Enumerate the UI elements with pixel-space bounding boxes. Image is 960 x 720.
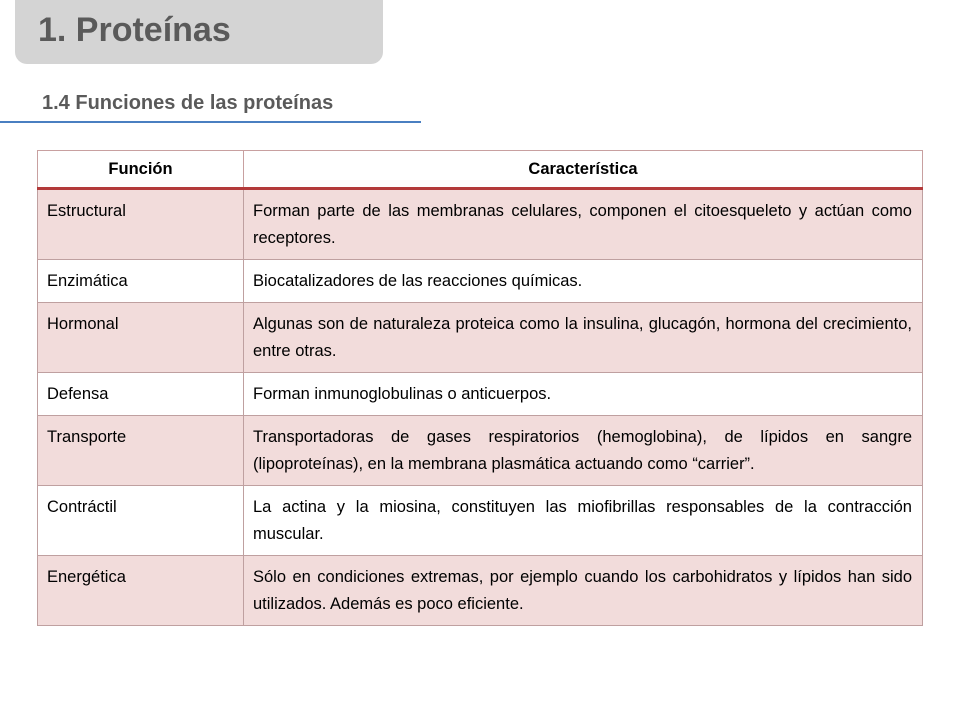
function-cell: Hormonal xyxy=(38,303,244,373)
characteristic-cell: Forman parte de las membranas celulares, componen el citoesqueleto y actúan como receptores. xyxy=(244,189,923,260)
function-cell: Enzimática xyxy=(38,260,244,303)
section-subtitle: 1.4 Funciones de las proteínas xyxy=(42,92,334,114)
table-row xyxy=(38,416,923,486)
characteristic-cell: La actina y la miosina, constituyen las miofibrillas responsables de la contracción muscular. xyxy=(244,486,923,556)
characteristic-cell: Transportadoras de gases respiratorios (hemoglobina), de lípidos en sangre (lipoproteínas), en la membrana plasmática actuando como “carrier”. xyxy=(244,416,923,486)
functions-table xyxy=(37,150,923,626)
function-cell: Energética xyxy=(38,556,244,626)
characteristic-cell: Forman inmunoglobulinas o anticuerpos. xyxy=(244,373,923,416)
table-row xyxy=(38,486,923,556)
column-header-characteristic: Característica xyxy=(244,151,923,189)
characteristic-cell: Biocatalizadores de las reacciones químicas. xyxy=(244,260,923,303)
column-header-function: Función xyxy=(38,151,244,189)
characteristic-cell: Algunas son de naturaleza proteica como la insulina, glucagón, hormona del crecimiento, entre otras. xyxy=(244,303,923,373)
table-row xyxy=(38,556,923,626)
table-header-row xyxy=(38,151,923,189)
characteristic-cell: Sólo en condiciones extremas, por ejemplo cuando los carbohidratos y lípidos han sido utilizados. Además es poco eficiente. xyxy=(244,556,923,626)
table-row xyxy=(38,373,923,416)
page-title: 1. Proteínas xyxy=(38,11,231,49)
subtitle-underline xyxy=(0,121,421,123)
table-row xyxy=(38,260,923,303)
function-cell: Contráctil xyxy=(38,486,244,556)
table-row xyxy=(38,189,923,260)
function-cell: Estructural xyxy=(38,189,244,260)
function-cell: Defensa xyxy=(38,373,244,416)
table-row xyxy=(38,303,923,373)
function-cell: Transporte xyxy=(38,416,244,486)
